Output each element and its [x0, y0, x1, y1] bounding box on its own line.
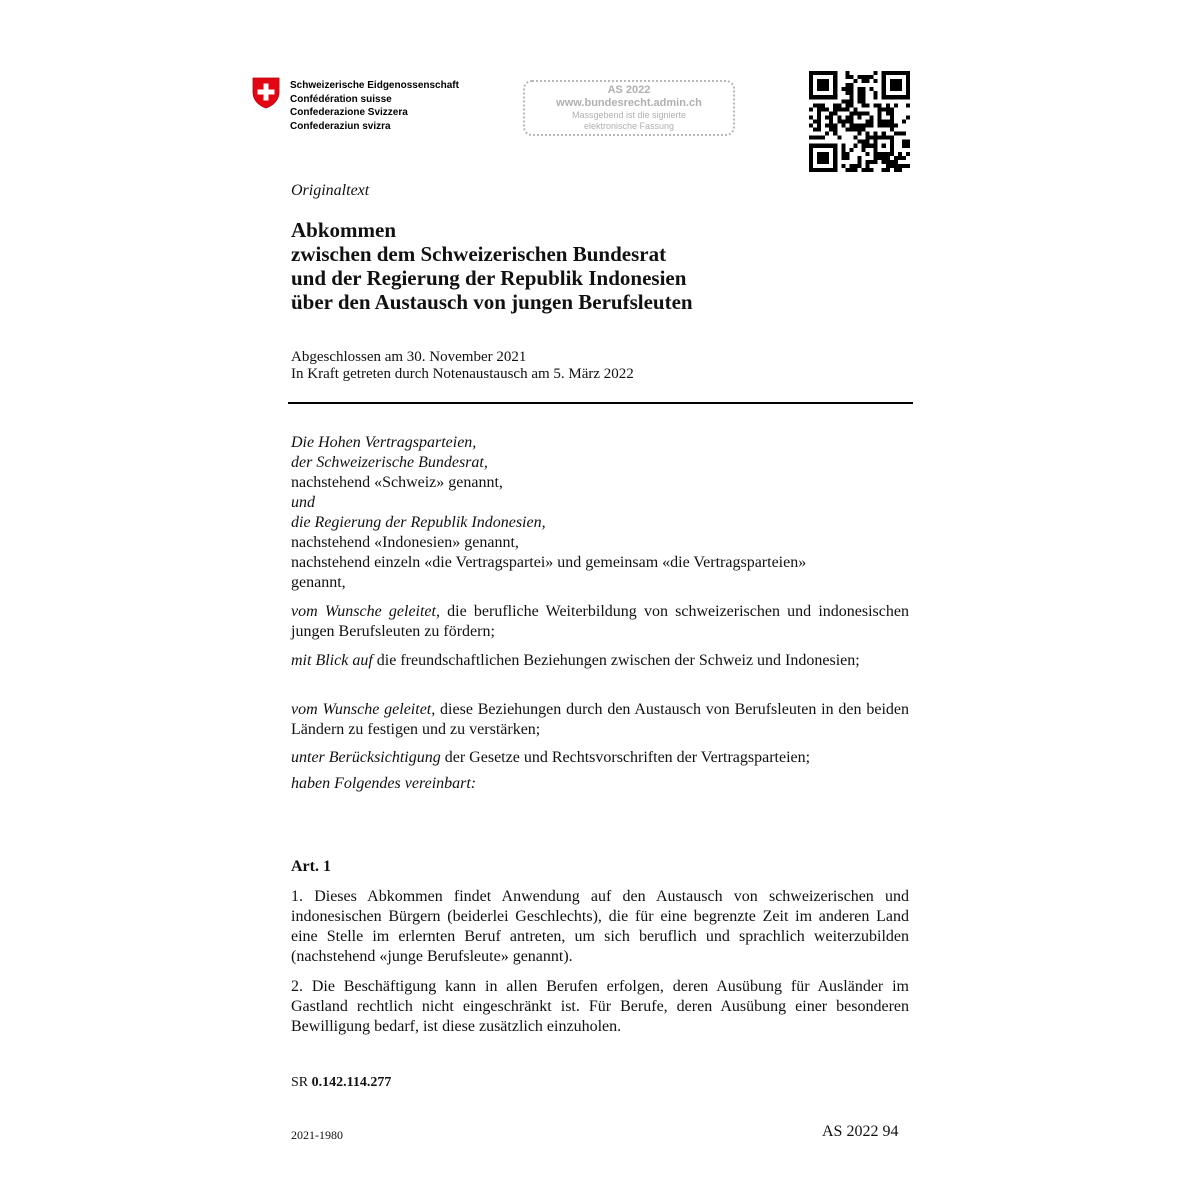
- preamble-clause: [291, 602, 909, 642]
- original-text-label: Originaltext: [291, 182, 370, 199]
- preamble-clause-lead: mit Blick auf: [291, 652, 373, 669]
- confederation-line-rm: Confederaziun svizra: [290, 120, 391, 132]
- contracting-parties: [291, 433, 911, 593]
- concluded-date: Abgeschlossen am 30. November 2021: [291, 349, 527, 365]
- qr-code-icon: [809, 71, 910, 172]
- preamble-closing: [291, 774, 909, 794]
- confederation-line-it: Confederazione Svizzera: [290, 107, 408, 118]
- article-paragraph-1: 1. Dieses Abkommen findet Anwendung auf den Austausch von schweizerischen und indonesischen Bürgern (beiderlei Geschlechts), die für eine begrenzte Zeit im anderen Land eine Stelle im erlernten Beruf antreten, um sich beruflich und sprachlich weiterzubilden (nachstehend «junge Berufsleute» genannt).: [291, 888, 909, 965]
- preamble-clause-lead: vom Wunsche geleitet,: [291, 603, 440, 620]
- parties-line-4: und: [291, 494, 315, 511]
- preamble-clause-lead: haben Folgendes vereinbart:: [291, 775, 477, 792]
- official-collection-reference: AS 2022 94: [822, 1123, 899, 1140]
- preamble-clause-text: die freundschaftlichen Beziehungen zwischen der Schweiz und Indonesien;: [372, 652, 860, 669]
- parties-line-1: Die Hohen Vertragsparteien,: [291, 434, 477, 451]
- preamble-clause: [291, 651, 909, 671]
- sr-reference: [291, 1075, 391, 1091]
- preamble-clause-lead: vom Wunsche geleitet,: [291, 701, 436, 718]
- article-heading: Art. 1: [291, 858, 331, 875]
- preamble-clause: [291, 700, 909, 740]
- stamp-collection-ref: AS 2022: [607, 84, 651, 96]
- preamble-clause-text: der Gesetze und Rechtsvorschriften der Vertragsparteien;: [440, 749, 811, 766]
- preamble-clause-lead: unter Berücksichtigung: [291, 749, 441, 766]
- title-line-4: über den Austausch von jungen Berufsleuten: [291, 290, 693, 314]
- document-number: 2021-1980: [291, 1128, 343, 1142]
- parties-line-5: die Regierung der Republik Indonesien,: [291, 514, 546, 531]
- preamble-clause-text: die berufliche Weiterbildung von schweizerischen und indonesischen jungen Berufsleuten zu fördern;: [291, 603, 909, 640]
- in-force-date: In Kraft getreten durch Notenaustausch am 5. März 2022: [291, 366, 634, 382]
- parties-line-6: nachstehend «Indonesien» genannt,: [291, 534, 519, 551]
- header-divider: [288, 402, 913, 404]
- title-line-2: zwischen dem Schweizerischen Bundesrat: [291, 242, 667, 266]
- confederation-line-de: Schweizerische Eidgenossenschaft: [290, 80, 459, 91]
- official-publication-stamp: [523, 80, 735, 136]
- swiss-cross-shield-icon: [252, 77, 280, 109]
- title-line-3: und der Regierung der Republik Indonesien: [291, 266, 687, 290]
- document-title: [291, 218, 693, 314]
- preamble-clause: [291, 748, 909, 768]
- parties-line-8: genannt,: [291, 574, 346, 591]
- confederation-line-fr: Confédération suisse: [290, 93, 392, 105]
- article-paragraph-2: 2. Die Beschäftigung kann in allen Berufen erfolgen, deren Ausübung für Ausländer im Gastland rechtlich nicht eingeschränkt ist. Für Berufe, deren Ausübung einer besonderen Bewilligung bedarf, ist diese zusätzlich einzuholen.: [291, 978, 909, 1035]
- confederation-name-block: [290, 79, 459, 133]
- document-dates: [291, 349, 634, 383]
- stamp-website: www.bundesrecht.admin.ch: [556, 97, 702, 109]
- sr-number: 0.142.114.277: [311, 1075, 392, 1090]
- title-line-1: Abkommen: [291, 218, 397, 242]
- parties-line-7: nachstehend einzeln «die Vertragspartei» und gemeinsam «die Vertragsparteien»: [291, 554, 807, 571]
- preamble-clause-text: diese Beziehungen durch den Austausch von Berufsleuten in den beiden Ländern zu festigen und zu verstärken;: [291, 701, 909, 738]
- parties-line-2: der Schweizerische Bundesrat,: [291, 454, 488, 471]
- sr-prefix: SR: [291, 1075, 312, 1090]
- stamp-note-line-1: Massgebend ist die signierte: [571, 110, 687, 120]
- stamp-note-line-2: elektronische Fassung: [583, 121, 675, 131]
- parties-line-3: nachstehend «Schweiz» genannt,: [291, 474, 503, 491]
